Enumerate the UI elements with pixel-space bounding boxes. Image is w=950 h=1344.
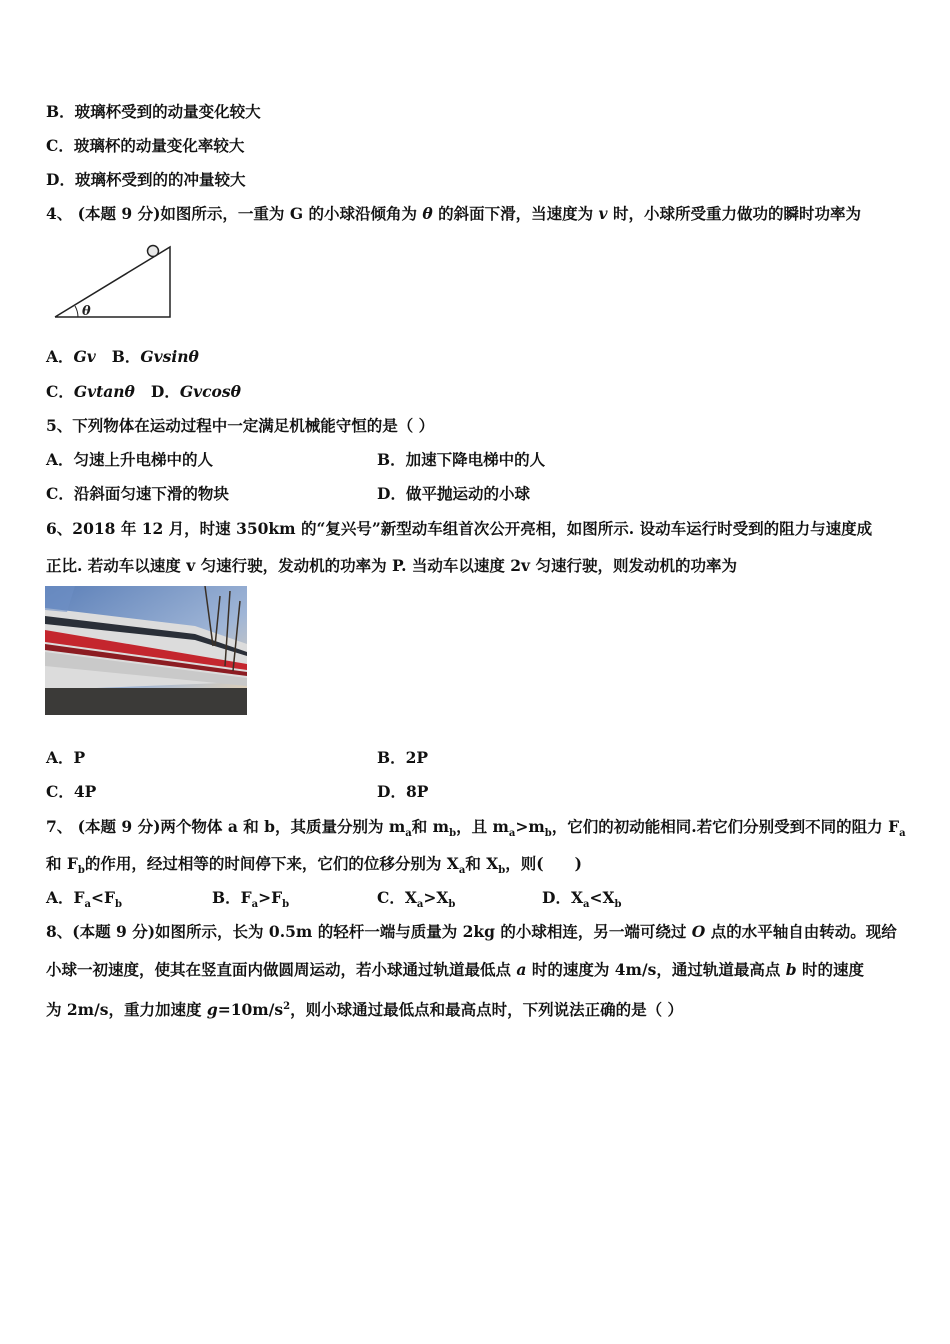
- q4-options-cd: C．Gvtanθ D．Gvcosθ: [46, 382, 241, 401]
- incline-triangle: [55, 247, 170, 317]
- q6-option-d: D．8P: [377, 782, 429, 801]
- incline-figure: [50, 240, 180, 325]
- q6-option-c: C．4P: [46, 782, 97, 801]
- q3-option-c: C．玻璃杯的动量变化率较大: [46, 136, 245, 155]
- q8-stem-line2: 小球一初速度，使其在竖直面内做圆周运动，若小球通过轨道最低点 a 时的速度为 4m/s，通过轨道最高点 b 时的速度: [46, 960, 865, 979]
- q7-stem-line1: 7、 (本题 9 分)两个物体 a 和 b，其质量分别为 $m_a$和 $m_b$，且 $m_a>m_b$，它们的初动能相同.若它们分别受到不同的阻力 $F_a$: [46, 817, 906, 840]
- q5-option-b: B．加速下降电梯中的人: [377, 450, 546, 469]
- q6-stem-line2: 正比. 若动车以速度 v 匀速行驶，发动机的功率为 P. 当动车以速度 2v 匀速行驶，则发动机的功率为: [46, 556, 737, 575]
- incline-angle-label: θ: [82, 304, 91, 319]
- q5-option-d: D．做平抛运动的小球: [377, 484, 530, 503]
- q7-option-d: D．$X_a<X_b$: [542, 888, 622, 911]
- q3-option-b: B．玻璃杯受到的动量变化较大: [46, 102, 261, 121]
- q4-options-ab: A．Gv B．Gvsinθ: [46, 347, 199, 366]
- q6-option-a: A．P: [46, 748, 86, 767]
- q6-option-b: B．2P: [377, 748, 429, 767]
- q8-stem-line3: 为 2m/s，重力加速度 $g=10m/s^2$，则小球通过最低点和最高点时，下列说法正确的是（ ）: [46, 1000, 683, 1020]
- q5-option-a: A．匀速上升电梯中的人: [46, 450, 214, 469]
- q5-option-c: C．沿斜面匀速下滑的物块: [46, 484, 229, 503]
- q7-option-c: C．$X_a>X_b$: [377, 888, 456, 911]
- q7-option-b: B．$F_a>F_b$: [212, 888, 290, 911]
- ball: [148, 246, 159, 257]
- q3-option-d: D．玻璃杯受到的的冲量较大: [46, 170, 246, 189]
- q4-stem: 4、 (本题 9 分)如图所示，一重为 G 的小球沿倾角为 θ 的斜面下滑，当速度为 v 时，小球所受重力做功的瞬时功率为: [46, 204, 861, 223]
- q8-stem-line1: 8、(本题 9 分)如图所示，长为 0.5m 的轻杆一端与质量为 2kg 的小球相连，另一端可绕过 O 点的水平轴自由转动。现给: [46, 922, 897, 941]
- angle-arc: [75, 306, 78, 317]
- train-photo: [45, 586, 247, 715]
- q5-stem: 5、下列物体在运动过程中一定满足机械能守恒的是（ ）: [46, 416, 435, 435]
- q7-option-a: A．$F_a<F_b$: [46, 888, 123, 911]
- q6-stem-line1: 6、2018 年 12 月，时速 350km 的“复兴号”新型动车组首次公开亮相，如图所示. 设动车运行时受到的阻力与速度成: [46, 519, 873, 538]
- q7-stem-line2: 和 $F_b$的作用，经过相等的时间停下来，它们的位移分别为 $X_a$和 $X_b$，则( ): [46, 854, 582, 877]
